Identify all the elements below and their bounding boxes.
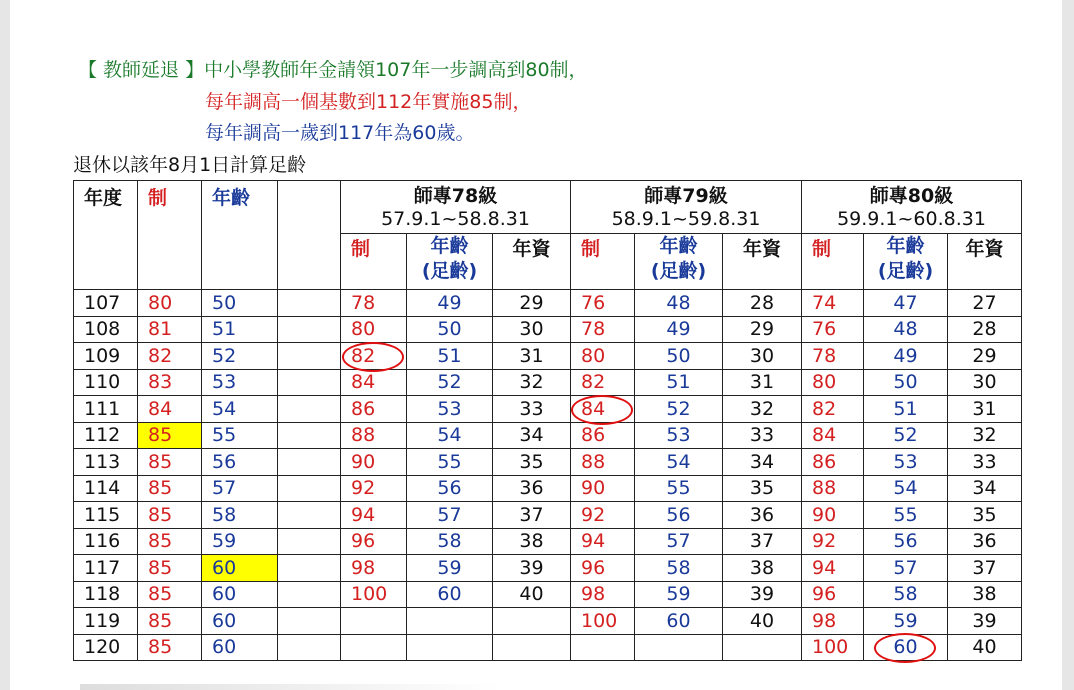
- system-cell: 85: [138, 581, 202, 608]
- document-page: [10, 0, 1062, 690]
- group-service-cell: 37: [948, 555, 1022, 582]
- headline-line-2: 每年調高一個基數到112年實施85制，: [205, 91, 532, 113]
- group-78-system-header: 制: [341, 234, 407, 290]
- system-cell: 85: [138, 502, 202, 529]
- group-system-cell: 94: [802, 555, 864, 582]
- group-age-cell: 48: [864, 316, 948, 343]
- calculation-note: 退休以該年8月1日計算足齡: [73, 154, 307, 176]
- group-age-cell: 56: [635, 502, 723, 529]
- group-system-cell: 90: [341, 449, 407, 476]
- group-service-cell: 35: [493, 449, 571, 476]
- group-age-cell: 50: [635, 343, 723, 370]
- group-system-cell: [571, 634, 635, 661]
- table-row: [74, 608, 1022, 635]
- table-row: [74, 581, 1022, 608]
- group-age-cell: [407, 608, 493, 635]
- age-header-line-1: 年齡: [886, 235, 925, 258]
- group-service-cell: 32: [948, 422, 1022, 449]
- group-age-cell: [407, 634, 493, 661]
- group-system-cell: 82: [341, 343, 407, 370]
- group-service-cell: 37: [493, 502, 571, 529]
- group-system-cell: 80: [571, 343, 635, 370]
- system-cell: 85: [138, 608, 202, 635]
- year-cell: 109: [74, 343, 138, 370]
- group-system-cell: 96: [571, 555, 635, 582]
- group-system-cell: 100: [802, 634, 864, 661]
- group-system-cell: 74: [802, 290, 864, 317]
- group-service-cell: 38: [948, 581, 1022, 608]
- table-row: [74, 343, 1022, 370]
- group-80-service-header: 年資: [948, 234, 1022, 290]
- age-cell: 54: [202, 396, 278, 423]
- system-cell: 85: [138, 475, 202, 502]
- year-cell: 116: [74, 528, 138, 555]
- year-cell: 117: [74, 555, 138, 582]
- year-cell: 111: [74, 396, 138, 423]
- header-year: 年度: [74, 181, 138, 290]
- group-service-cell: 34: [948, 475, 1022, 502]
- blank-cell: [278, 581, 341, 608]
- group-system-cell: 88: [571, 449, 635, 476]
- group-service-cell: [723, 634, 802, 661]
- system-cell: 84: [138, 396, 202, 423]
- group-service-cell: 33: [948, 449, 1022, 476]
- group-age-cell: 58: [407, 528, 493, 555]
- group-service-cell: 40: [493, 581, 571, 608]
- blank-cell: [278, 475, 341, 502]
- group-age-cell: 51: [635, 369, 723, 396]
- group-service-cell: 38: [723, 555, 802, 582]
- group-age-cell: 52: [864, 422, 948, 449]
- group-age-cell: 52: [635, 396, 723, 423]
- group-system-cell: 98: [802, 608, 864, 635]
- group-system-cell: 100: [341, 581, 407, 608]
- group-age-cell: 60: [635, 608, 723, 635]
- year-cell: 120: [74, 634, 138, 661]
- age-cell: 53: [202, 369, 278, 396]
- group-79-range: 58.9.1~59.8.31: [571, 208, 802, 234]
- table-row: [74, 528, 1022, 555]
- age-header-line-2: (足齡): [650, 260, 707, 283]
- group-service-cell: 33: [723, 422, 802, 449]
- group-system-cell: 90: [571, 475, 635, 502]
- group-system-cell: 84: [341, 369, 407, 396]
- group-service-cell: 38: [493, 528, 571, 555]
- group-age-cell: 57: [864, 555, 948, 582]
- group-age-cell: 55: [407, 449, 493, 476]
- group-system-cell: 100: [571, 608, 635, 635]
- group-service-cell: 29: [948, 343, 1022, 370]
- group-system-cell: 98: [341, 555, 407, 582]
- group-system-cell: 82: [571, 369, 635, 396]
- group-age-cell: 60: [407, 581, 493, 608]
- group-service-cell: 34: [493, 422, 571, 449]
- group-system-cell: 86: [571, 422, 635, 449]
- table-row: [74, 634, 1022, 661]
- blank-cell: [278, 369, 341, 396]
- group-system-cell: 92: [802, 528, 864, 555]
- group-service-cell: 36: [723, 502, 802, 529]
- age-header-line-1: 年齡: [659, 235, 698, 258]
- table-row: [74, 316, 1022, 343]
- group-age-cell: 54: [635, 449, 723, 476]
- system-cell: 85: [138, 528, 202, 555]
- group-age-cell: 58: [635, 555, 723, 582]
- system-cell: 83: [138, 369, 202, 396]
- group-age-cell: 51: [864, 396, 948, 423]
- blank-cell: [278, 290, 341, 317]
- group-79-name: 師專79級: [571, 181, 802, 209]
- age-header-line-1: 年齡: [430, 235, 469, 258]
- blank-cell: [278, 634, 341, 661]
- group-service-cell: 39: [948, 608, 1022, 635]
- group-service-cell: 39: [493, 555, 571, 582]
- group-age-cell: 57: [635, 528, 723, 555]
- group-system-cell: 80: [802, 369, 864, 396]
- group-age-cell: 53: [635, 422, 723, 449]
- system-cell: 80: [138, 290, 202, 317]
- group-service-cell: 28: [723, 290, 802, 317]
- table-row: [74, 422, 1022, 449]
- table-row: [74, 290, 1022, 317]
- group-system-cell: 88: [341, 422, 407, 449]
- age-cell: 58: [202, 502, 278, 529]
- table-row: [74, 396, 1022, 423]
- age-cell: 56: [202, 449, 278, 476]
- blank-cell: [278, 396, 341, 423]
- age-cell: 51: [202, 316, 278, 343]
- group-78-range: 57.9.1~58.8.31: [341, 208, 571, 234]
- group-service-cell: 34: [723, 449, 802, 476]
- headline-line-1: [78, 58, 588, 82]
- group-system-cell: 86: [341, 396, 407, 423]
- group-system-cell: 86: [802, 449, 864, 476]
- headline-tag: 【 教師延退 】: [78, 59, 205, 81]
- system-cell: 81: [138, 316, 202, 343]
- group-80-age-header: [864, 234, 948, 290]
- blank-cell: [278, 422, 341, 449]
- group-system-cell: 94: [571, 528, 635, 555]
- headline-line-3: 每年調高一歲到117年為60歲。: [205, 122, 475, 144]
- group-age-cell: [635, 634, 723, 661]
- system-cell: 85: [138, 555, 202, 582]
- blank-cell: [278, 449, 341, 476]
- group-service-cell: 32: [493, 369, 571, 396]
- group-79-age-header: [635, 234, 723, 290]
- age-header-line-2: (足齡): [877, 260, 934, 283]
- age-cell: 60: [202, 555, 278, 582]
- group-system-cell: 92: [341, 475, 407, 502]
- age-cell: 60: [202, 581, 278, 608]
- system-cell: 82: [138, 343, 202, 370]
- group-system-cell: 98: [571, 581, 635, 608]
- group-service-cell: 39: [723, 581, 802, 608]
- group-service-cell: 29: [493, 290, 571, 317]
- year-cell: 113: [74, 449, 138, 476]
- group-age-cell: 51: [407, 343, 493, 370]
- age-cell: 60: [202, 608, 278, 635]
- age-cell: 55: [202, 422, 278, 449]
- group-age-cell: 48: [635, 290, 723, 317]
- blank-cell: [278, 316, 341, 343]
- group-service-cell: 31: [493, 343, 571, 370]
- group-80-name: 師專80級: [802, 181, 1022, 209]
- group-age-cell: 50: [407, 316, 493, 343]
- headline-text-1: 中小學教師年金請領107年一步調高到80制，: [204, 59, 588, 81]
- group-service-cell: 40: [723, 608, 802, 635]
- year-cell: 114: [74, 475, 138, 502]
- group-service-cell: 32: [723, 396, 802, 423]
- group-system-cell: 78: [802, 343, 864, 370]
- year-cell: 112: [74, 422, 138, 449]
- group-system-cell: 90: [802, 502, 864, 529]
- group-service-cell: 27: [948, 290, 1022, 317]
- group-system-cell: 76: [802, 316, 864, 343]
- header-age: 年齡: [202, 181, 278, 290]
- group-age-cell: 49: [864, 343, 948, 370]
- group-service-cell: [493, 634, 571, 661]
- group-age-cell: 59: [864, 608, 948, 635]
- group-age-cell: 58: [864, 581, 948, 608]
- blank-cell: [278, 343, 341, 370]
- group-age-cell: 49: [635, 316, 723, 343]
- group-system-cell: 84: [802, 422, 864, 449]
- group-age-cell: 53: [407, 396, 493, 423]
- blank-cell: [278, 528, 341, 555]
- group-system-cell: 82: [802, 396, 864, 423]
- group-79-system-header: 制: [571, 234, 635, 290]
- year-cell: 119: [74, 608, 138, 635]
- group-age-cell: 55: [635, 475, 723, 502]
- group-service-cell: 40: [948, 634, 1022, 661]
- age-header-line-2: (足齡): [421, 260, 478, 283]
- group-age-cell: 60: [864, 634, 948, 661]
- age-cell: 60: [202, 634, 278, 661]
- blank-cell: [278, 555, 341, 582]
- pension-table: [73, 180, 1022, 661]
- group-age-cell: 59: [635, 581, 723, 608]
- group-service-cell: 36: [493, 475, 571, 502]
- group-age-cell: 50: [864, 369, 948, 396]
- table-row: [74, 449, 1022, 476]
- year-cell: 118: [74, 581, 138, 608]
- group-age-cell: 53: [864, 449, 948, 476]
- year-cell: 115: [74, 502, 138, 529]
- group-system-cell: 78: [341, 290, 407, 317]
- group-system-cell: [341, 608, 407, 635]
- group-system-cell: [341, 634, 407, 661]
- blank-cell: [278, 502, 341, 529]
- group-system-cell: 84: [571, 396, 635, 423]
- group-service-cell: 30: [948, 369, 1022, 396]
- group-78-age-header: [407, 234, 493, 290]
- group-system-cell: 96: [802, 581, 864, 608]
- year-cell: 107: [74, 290, 138, 317]
- table-row: [74, 502, 1022, 529]
- group-service-cell: 30: [723, 343, 802, 370]
- group-system-cell: 80: [341, 316, 407, 343]
- group-80-range: 59.9.1~60.8.31: [802, 208, 1022, 234]
- group-age-cell: 47: [864, 290, 948, 317]
- group-service-cell: 31: [948, 396, 1022, 423]
- group-service-cell: 33: [493, 396, 571, 423]
- year-cell: 110: [74, 369, 138, 396]
- header-blank: [278, 181, 341, 290]
- group-age-cell: 55: [864, 502, 948, 529]
- system-cell: 85: [138, 634, 202, 661]
- group-service-cell: [493, 608, 571, 635]
- group-service-cell: 30: [493, 316, 571, 343]
- group-age-cell: 56: [864, 528, 948, 555]
- system-cell: 85: [138, 449, 202, 476]
- group-79-service-header: 年資: [723, 234, 802, 290]
- group-system-cell: 94: [341, 502, 407, 529]
- header-system: 制: [138, 181, 202, 290]
- group-age-cell: 54: [407, 422, 493, 449]
- age-cell: 59: [202, 528, 278, 555]
- group-service-cell: 37: [723, 528, 802, 555]
- group-system-cell: 92: [571, 502, 635, 529]
- table-row: [74, 369, 1022, 396]
- group-age-cell: 57: [407, 502, 493, 529]
- cropped-footer-text: [80, 684, 500, 690]
- group-service-cell: 36: [948, 528, 1022, 555]
- age-cell: 52: [202, 343, 278, 370]
- group-78-name: 師專78級: [341, 181, 571, 209]
- group-service-cell: 28: [948, 316, 1022, 343]
- age-cell: 57: [202, 475, 278, 502]
- group-service-cell: 35: [723, 475, 802, 502]
- group-system-cell: 88: [802, 475, 864, 502]
- group-age-cell: 59: [407, 555, 493, 582]
- group-age-cell: 54: [864, 475, 948, 502]
- group-78-service-header: 年資: [493, 234, 571, 290]
- group-system-cell: 78: [571, 316, 635, 343]
- group-age-cell: 49: [407, 290, 493, 317]
- year-cell: 108: [74, 316, 138, 343]
- table-row: [74, 475, 1022, 502]
- system-cell: 85: [138, 422, 202, 449]
- group-system-cell: 96: [341, 528, 407, 555]
- group-system-cell: 76: [571, 290, 635, 317]
- blank-cell: [278, 608, 341, 635]
- group-service-cell: 35: [948, 502, 1022, 529]
- group-service-cell: 29: [723, 316, 802, 343]
- group-service-cell: 31: [723, 369, 802, 396]
- table-row: [74, 555, 1022, 582]
- group-age-cell: 56: [407, 475, 493, 502]
- age-cell: 50: [202, 290, 278, 317]
- group-80-system-header: 制: [802, 234, 864, 290]
- group-age-cell: 52: [407, 369, 493, 396]
